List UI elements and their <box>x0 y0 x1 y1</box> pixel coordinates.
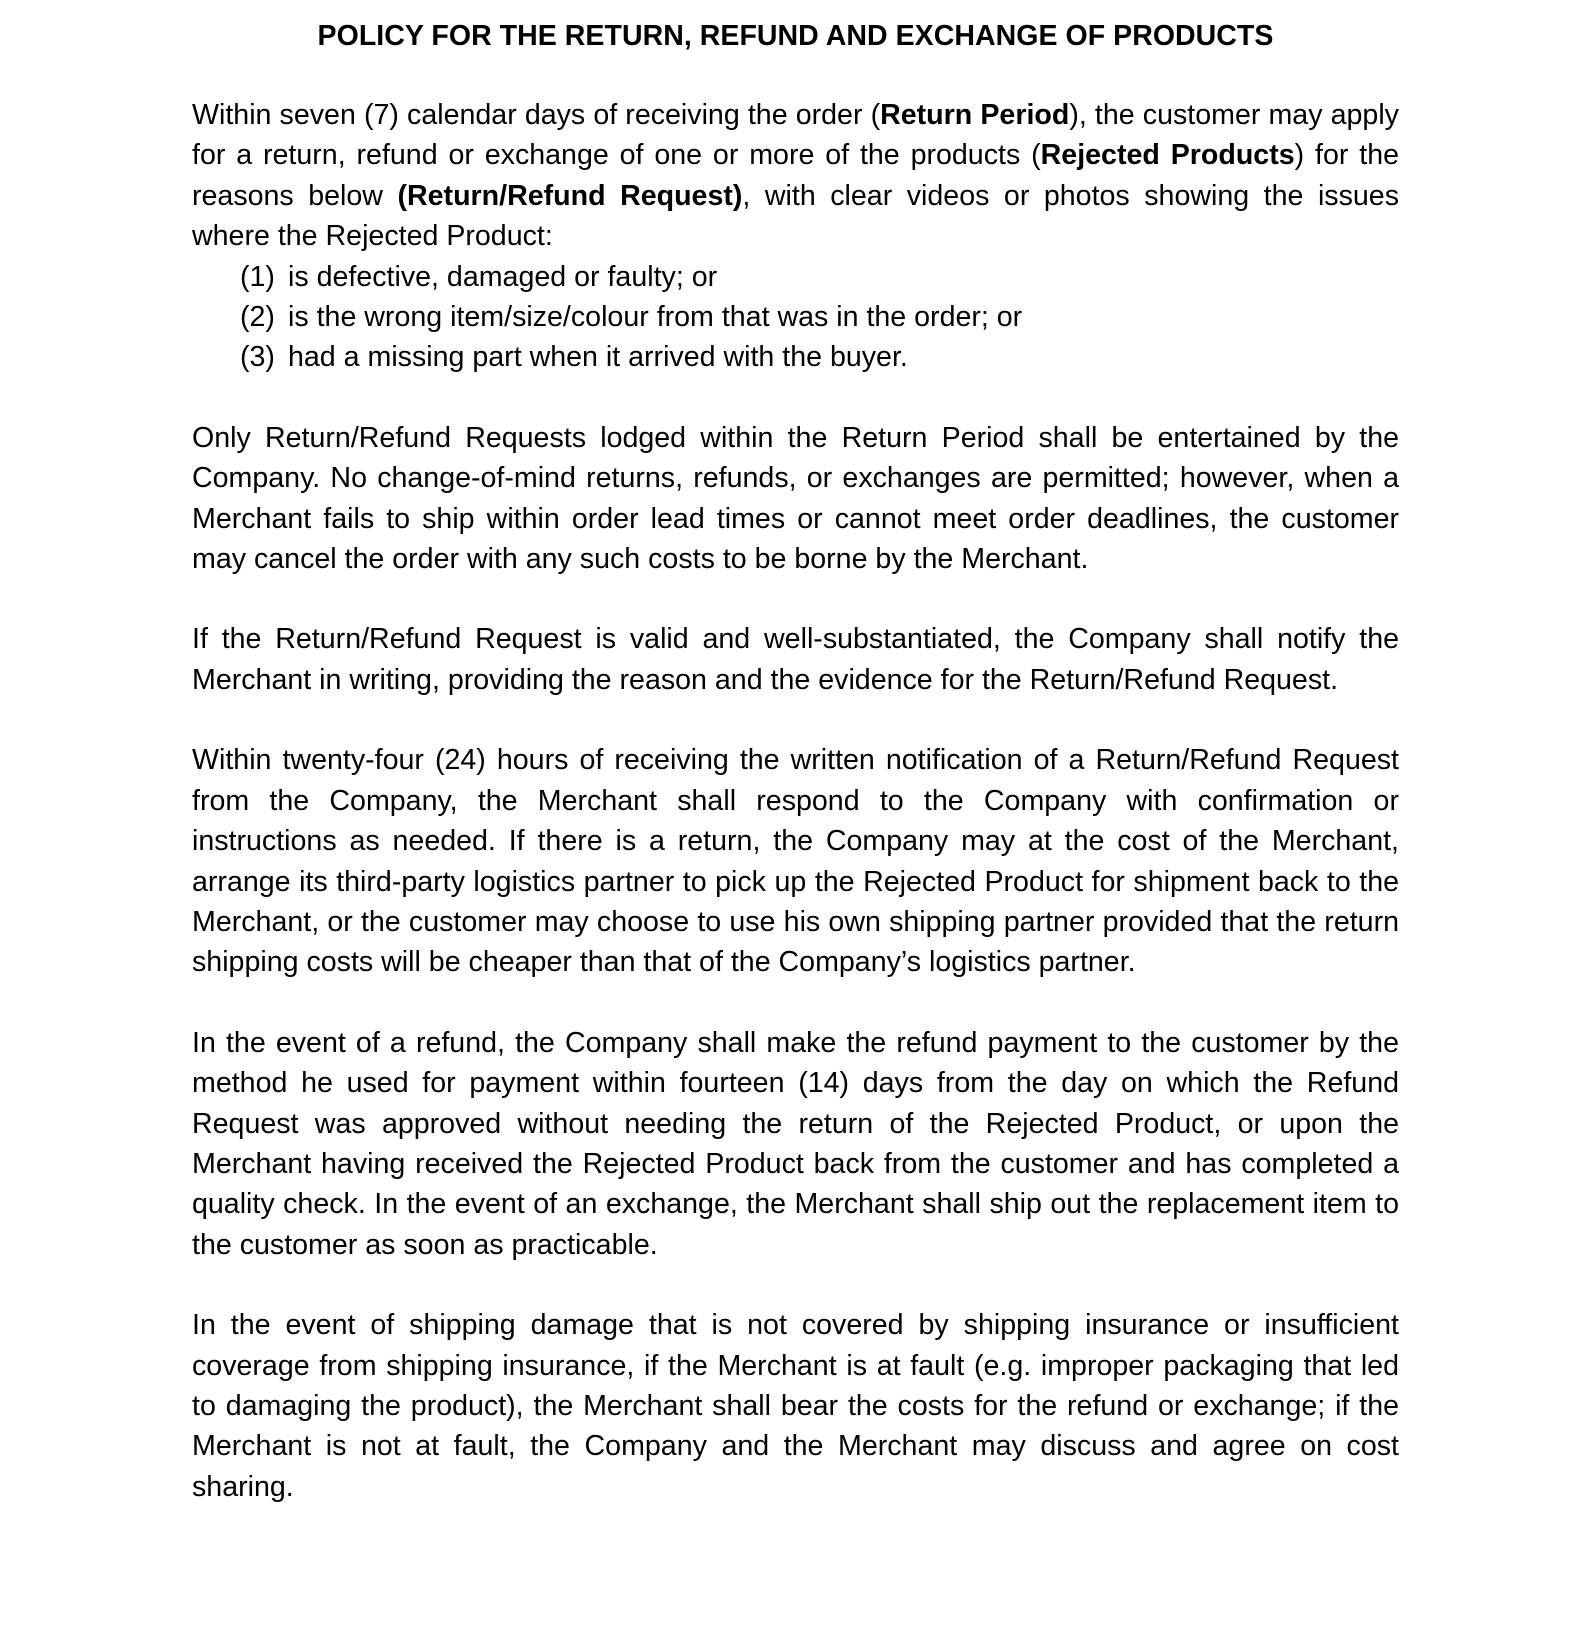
list-item <box>192 297 1399 337</box>
list-item-text: is defective, damaged or faulty; or <box>288 260 718 293</box>
intro-paragraph <box>192 95 1399 257</box>
reasons-list <box>192 257 1399 378</box>
intro-text-1: Within seven (7) calendar days of receiving the order ( <box>192 99 881 131</box>
list-item-number: (1) <box>240 260 275 293</box>
return-period-term: Return Period <box>880 99 1070 131</box>
shipping-damage-paragraph: In the event of shipping damage that is not covered by shipping insurance or insufficient coverage from shipping insurance, if the Merchant is at fault (e.g. improper packaging that led to damaging the product), the Merchant shall bear the costs for the refund or exchange; if the Merchant is not at fault, the Company and the Merchant may discuss and agree on cost sharing. <box>192 1309 1399 1503</box>
return-refund-request-term: (Return/Refund Request) <box>397 179 743 212</box>
intro-text-2: ), the customer may apply for a return, refund or exchange of one or more of the products ( <box>192 99 1399 172</box>
rejected-products-term: Rejected Products <box>1040 139 1295 172</box>
intro-text-4: , with clear videos or photos showing the issues where the Rejected Product: <box>192 179 1399 253</box>
list-item-text: is the wrong item/size/colour from that was in the order; or <box>288 301 1023 334</box>
merchant-response-paragraph: Within twenty-four (24) hours of receiving the written notification of a Return/Refund Request from the Company, the Merchant shall respond to the Company with confirmation or instructions as needed. If there is a return, the Company may at the cost of the Merchant, arrange its third-party logistics partner to pick up the Rejected Product for shipment back to the Merchant, or the customer may choose to use his own shipping partner provided that the return shipping costs will be cheaper than that of the Company’s logistics partner. <box>192 744 1399 979</box>
list-item-text: had a missing part when it arrived with the buyer. <box>288 341 908 374</box>
list-item-number: (3) <box>240 341 275 374</box>
refund-exchange-paragraph: In the event of a refund, the Company shall make the refund payment to the customer by the method he used for payment within fourteen (14) days from the day on which the Refund Request was approved without needing the return of the Rejected Product, or upon the Merchant having received the Rejected Product back from the customer and has completed a quality check. In the event of an exchange, the Merchant shall ship out the replacement item to the customer as soon as practicable. <box>192 1026 1399 1261</box>
notification-paragraph: If the Return/Refund Request is valid and well-substantiated, the Company shall notify the Merchant in writing, providing the reason and the evidence for the Return/Refund Request. <box>192 623 1399 696</box>
document-title: POLICY FOR THE RETURN, REFUND AND EXCHANGE OF PRODUCTS <box>317 20 1274 52</box>
list-item <box>192 257 1399 297</box>
document-page <box>192 0 1399 1507</box>
list-item-number: (2) <box>240 301 275 334</box>
return-period-paragraph: Only Return/Refund Requests lodged within the Return Period shall be entertained by the Company. No change-of-mind returns, refunds, or exchanges are permitted; however, when a Merchant fails to ship within order lead times or cannot meet order deadlines, the customer may cancel the order with any such costs to be borne by the Merchant. <box>192 421 1399 576</box>
list-item <box>192 337 1399 377</box>
intro-text-3: ) for the reasons below <box>192 139 1400 212</box>
